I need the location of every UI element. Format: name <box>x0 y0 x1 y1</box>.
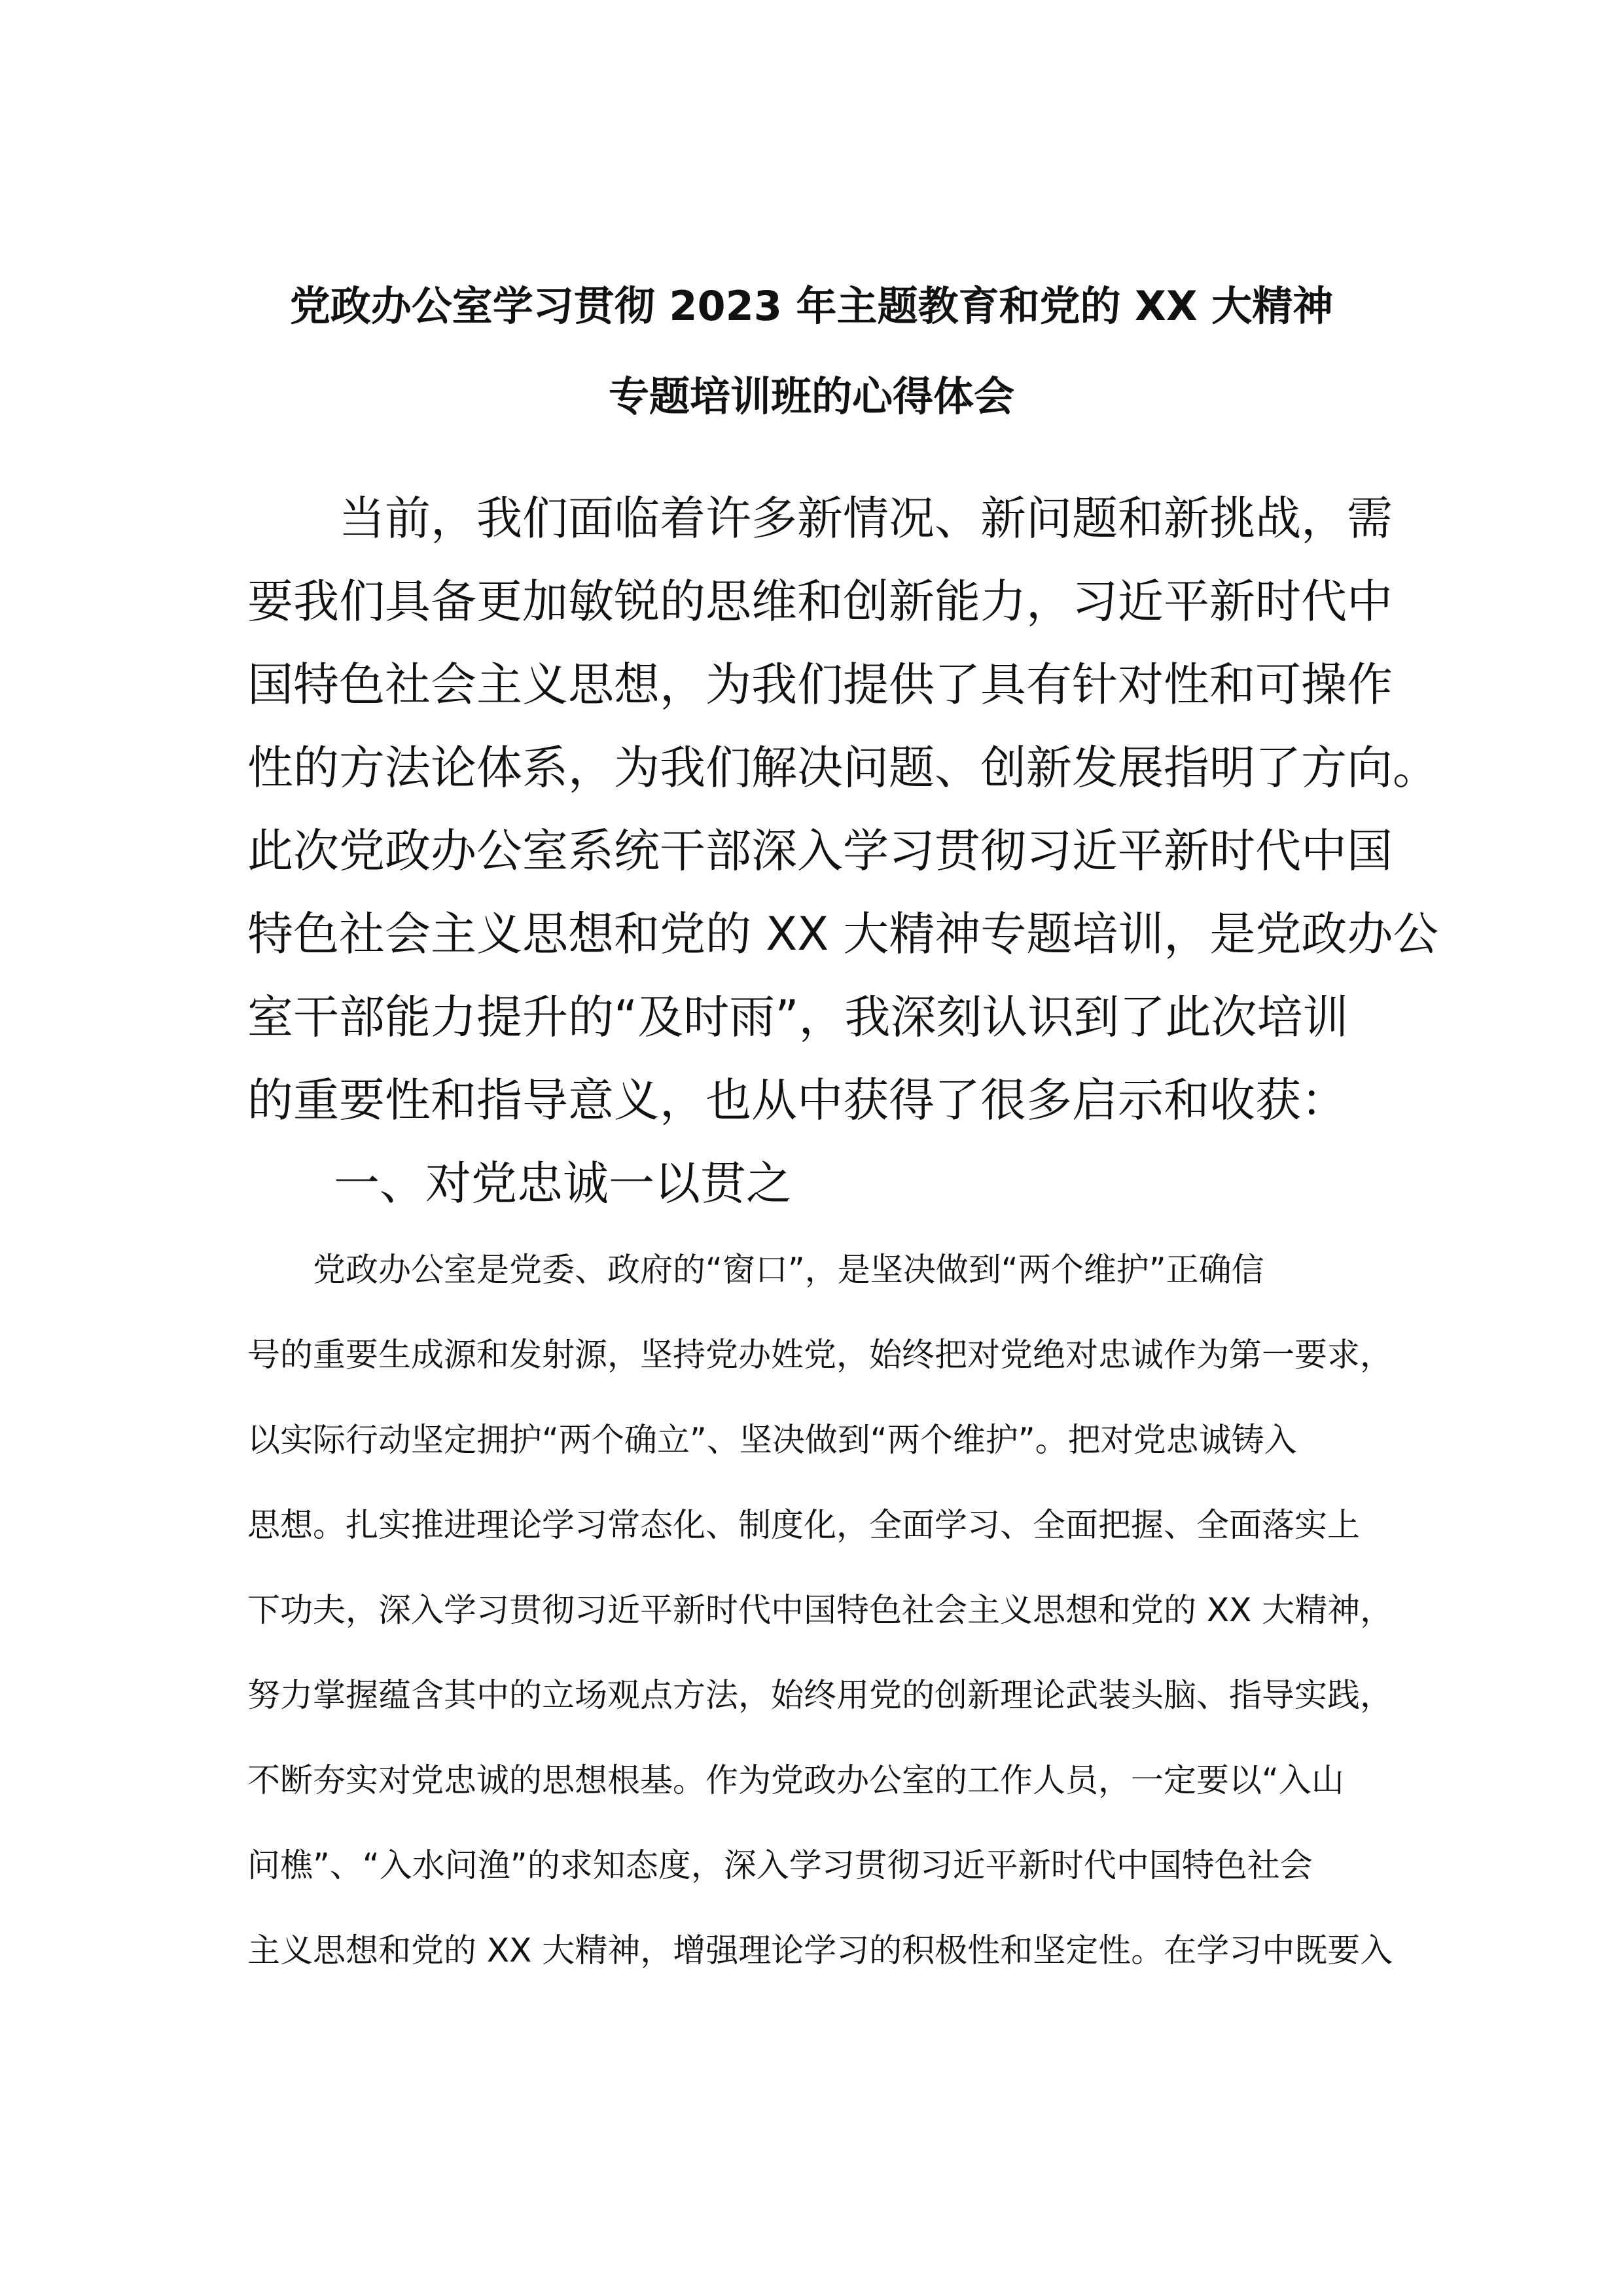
section1-paragraph-line: 下功夫，深入学习贯彻习近平新时代中国特色社会主义思想和党的 XX 大精神， <box>247 1591 1393 1629</box>
section1-paragraph-line: 以实际行动坚定拥护“两个确立”、坚决做到“两个维护”。把对党忠诚铸入 <box>247 1421 1297 1459</box>
section1-paragraph-line: 问樵”、“入水问渔”的求知态度，深入学习贯彻习近平新时代中国特色社会 <box>247 1846 1313 1884</box>
intro-paragraph-line: 的重要性和指导意义，也从中获得了很多启示和收获： <box>247 1073 1347 1127</box>
section1-paragraph-line: 党政办公室是党委、政府的“窗口”，是坚决做到“两个维护”正确信 <box>247 1251 1264 1289</box>
section1-paragraph-line: 号的重要生成源和发射源，坚持党办姓党，始终把对党绝对忠诚作为第一要求， <box>247 1336 1393 1374</box>
section1-paragraph-line: 思想。扎实推进理论学习常态化、制度化，全面学习、全面把握、全面落实上 <box>247 1506 1360 1544</box>
intro-paragraph-line: 性的方法论体系，为我们解决问题、创新发展指明了方向。 <box>247 741 1438 795</box>
section-heading-1: 一、对党忠诚一以贯之 <box>334 1157 792 1210</box>
intro-paragraph-line: 特色社会主义思想和党的 XX 大精神专题培训，是党政办公 <box>247 907 1439 961</box>
section1-paragraph-line: 主义思想和党的 XX 大精神，增强理论学习的积极性和坚定性。在学习中既要入 <box>247 1931 1393 1969</box>
intro-paragraph-line: 当前，我们面临着许多新情况、新问题和新挑战，需 <box>247 492 1393 545</box>
document-title-line-2: 专题培训班的心得体会 <box>608 372 1014 420</box>
section1-paragraph-line: 不断夯实对党忠诚的思想根基。作为党政办公室的工作人员，一定要以“入山 <box>247 1761 1344 1799</box>
document-title-line-1: 党政办公室学习贯彻 2023 年主题教育和党的 XX 大精神 <box>289 282 1334 330</box>
intro-paragraph-line: 此次党政办公室系统干部深入学习贯彻习近平新时代中国 <box>247 824 1393 878</box>
intro-paragraph-line: 室干部能力提升的“及时雨”，我深刻认识到了此次培训 <box>247 990 1349 1044</box>
intro-paragraph-line: 要我们具备更加敏锐的思维和创新能力，习近平新时代中 <box>247 575 1393 628</box>
section1-paragraph-line: 努力掌握蕴含其中的立场观点方法，始终用党的创新理论武装头脑、指导实践， <box>247 1676 1393 1714</box>
intro-paragraph-line: 国特色社会主义思想，为我们提供了具有针对性和可操作 <box>247 658 1393 711</box>
